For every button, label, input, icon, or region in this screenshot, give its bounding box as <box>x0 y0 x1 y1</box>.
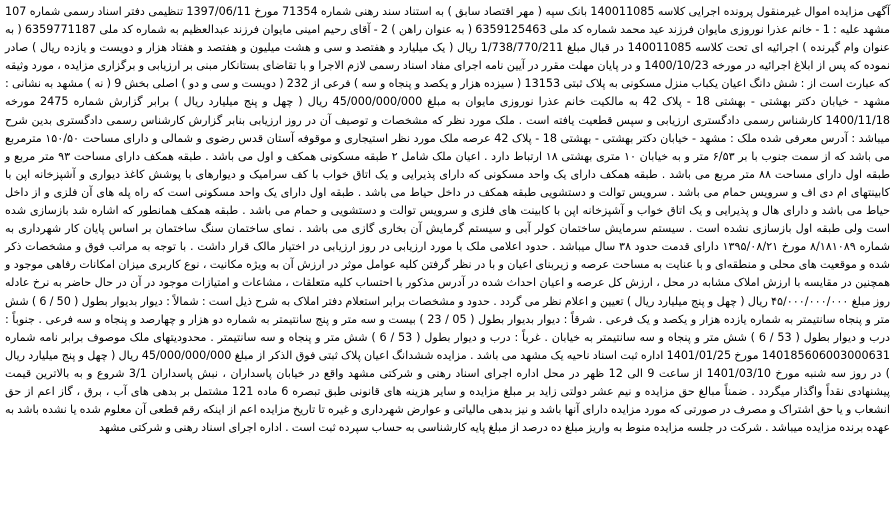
auction-notice-body-text: آگهی مزایده اموال غیرمنقول پرونده اجرایی کلاسه 140011085 بانک سپه ( مهر اقتصاد سابق ) به استناد سند رهنی شماره 71354 مورخ 1397/06/11 تنظیمی دفتر اسناد رسمی شماره 107 مشهد علیه : 1 - خانم عذرا نوروزی مایوان فرزند عید محمد شماره کد ملی 6359125463 ( به عنوان راهن ) 2 - آقای رحیم امینی مایوان فرزند عبدالعظیم به شماره کد ملی 6359771187 ( به عنوان وام گیرنده ) اجرائیه ای تحت کلاسه 140011085 در قبال مبلغ 1/738/770/211 ریال ( یک میلیارد و هفتصد و سی و هشت میلیون و هفتصد و هفتاد هزار و دویست و یازده ریال ) صادر نموده که پس از ابلاغ اجرائیه در مورخه 1400/10/23 و در پایان مهلت مقرر در آیین نامه اجرای مفاد اسناد رسمی لازم الاجرا و با تقاضای بستانکار مبنی بر ارزیابی و برگزاری مزایده ، مورد وثیقه که عبارت است از : شش دانگ اعیان یکباب منزل مسکونی به پلاک ثبتی 13153 ( سیزده هزار و یکصد و پنجاه و سه ) فرعی از 232 ( دویست و سی و دو ) اصلی بخش 9 ( نه ) مشهد به نشانی : مشهد - خیابان دکتر بهشتی - بهشتی 18 - پلاک 42 به مالکیت خانم عذرا نوروزی مایوان به مبلغ 45/000/000/000 ریال ( چهل و پنج میلیارد ریال ) برابر گزارش شماره 2475 مورخه 1400/11/18 کارشناس رسمی دادگستری ارزیابی و سپس قطعیت یافته است . ملک مورد نظر که مشخصات و توصیف آن در روز ارزیابی بنابر گزارش کارشناس رسمی دادگستری بدین شرح میباشد : آدرس معرفی شده ملک : مشهد - خیابان دکتر بهشتی - بهشتی 18 - پلاک 42 عرصه ملک مورد نظر استیجاری و موقوفه آستان قدس رضوی و شمالی و دارای مساحت ۱۵۰/۵۰ مترمربع می باشد که از سمت جنوب با بر ۶/۵۳ متر و به خیابان ۱۰ متری بهشتی ۱۸ ارتباط دارد . اعیان ملک شامل ۲ طبقه مسکونی همکف و اول می باشد . طبقه همکف دارای مساحت ۹۳ متر مربع و طبقه اول دارای مساحت ۸۸ متر مربع می باشد . طبقه همکف دارای یک واحد مسکونی که دارای پذیرایی و یک اتاق خواب با کف سرامیک و دیوارهای با پوشش کاغذ دیواری و آشپزخانه اپن با کابینتهای ام دی اف و سرویس حمام می باشد . سرویس توالت و دستشویی طبقه همکف در داخل حیاط می باشد . طبقه اول دارای یک واحد مسکونی است که راه پله های آن فلزی و از داخل حیاط می باشد و دارای هال و پذیرایی و یک اتاق خواب و آشپزخانه اپن با کابینت های فلزی و سرویس توالت و دستشویی و حمام می باشد . طبقه همکف همانطور که اشاره شد بازسازی شده است ولی طبقه اول بازسازی نشده است . سیستم سرمایش ساختمان کولر آبی و سیستم گرمایش آن بخاری گازی می باشد . نمای ساختمان سنگ ساختمان بر اساس پایان کار شهرداری به شماره ۸/۱۸۱۰۸۹ مورخ ۱۳۹۵/۰۸/۲۱ دارای قدمت حدود ۳۸ سال میباشد . حدود اعلامی ملک با مورد ارزیابی در روز ارزیابی در اختیار مالک قرار داشت . با توجه به مراتب فوق و مشخصات ذکر شده و موقعیت های محلی و منطقه‌ای و با عنایت به مساحت عرصه و زیربنای اعیان و با در نظر گرفتن کلیه عوامل موثر در ارزش آن به ویژه مکانیت ، نوع کاربری میزان امکانات رفاهی موجود و همچنین در مقایسه با ارزش املاک مشابه در محل ، ارزش کل عرصه و اعیان احداث شده در آدرس مذکور با احتساب کلیه متعلقات ، مشاعات و امتیازات موجود در آن در حال حاضر به نرخ عادله روز مبلغ ۴۵/۰۰۰/۰۰۰/۰۰۰ ریال ( چهل و پنج میلیارد ریال ) تعیین و اعلام نظر می گردد . حدود و مشخصات برابر استعلام دفتر املاک به شرح ذیل است : شمالاً : دیوار بدیوار بطول ( 50 / 6 ) شش متر و پنجاه سانتیمتر به شماره یازده هزار و یکصد و یک فرعی . شرقاً : دیوار بدیوار بطول ( 05 / 23 ) بیست و سه متر و پنج سانتیمتر به شماره دو هزار و چهارصد و پنجاه و سه فرعی . جنوباً : درب و دیوار بطول ( 53 / 6 ) شش متر و پنجاه و سه سانتیمتر به خیابان . غرباً : درب و دیوار بطول ( 53 / 6 ) شش متر و پنجاه و سه سانتیمتر . محدودیتهای ملک موصوف برابر نامه شماره 140185606003000631 مورخ 1401/01/25 اداره ثبت اسناد ناحیه یک مشهد می باشد . مزایده ششدانگ اعیان پلاک ثبتی فوق الذکر از مبلغ 45/000/000/000 ریال ( چهل و پنج میلیارد ریال ) در روز سه شنبه مورخ 1401/03/10 از ساعت 9 الی 12 ظهر در محل اداره اجرای اسناد رهنی و شرکتی مشهد واقع در خیابان پاسداران ، نبش پاسداران 3/1 شروع و به بالاترین قیمت پیشنهادی نقداً واگذار میگردد . ضمناً مبالغ حق مزایده و نیم عشر دولتی زاید بر مبلغ مزایده و سایر هزینه های قانونی طبق تبصره 6 ماده 121 مشتمل بر بدهی های آب ، برق ، گاز اعم از حق انشعاب و یا حق اشتراک و مصرف در صورتی که مورد مزایده دارای آنها باشد و نیز بدهی مالیاتی و عوارض شهرداری و غیره تا تاریخ مزایده اعم از اینکه رقم قطعی آن معلوم شده یا نشده باشد به عهده برنده مزایده میباشد . شرکت در جلسه مزایده منوط به واریز مبلغ ده درصد از مبلغ پایه کارشناسی به حساب سپرده ثبت است . اداره اجرای اسناد رهنی و شرکتی مشهد <box>5 5 891 435</box>
